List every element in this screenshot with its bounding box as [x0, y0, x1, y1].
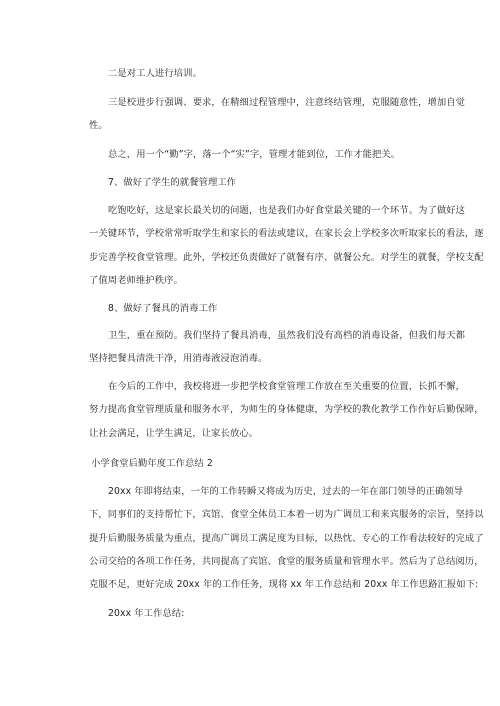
text-line: 步完善学校食堂管理。此外，学校还负责做好了就餐有序、就餐公允。对学生的就餐，学校支配 — [89, 251, 484, 263]
text-line: 三是校进步行强调、要求，在精细过程管理中，注意终结管理，克服随意性，增加自觉 — [108, 97, 466, 108]
text-line: 让社会满足，让学生满足，让家长放心。 — [89, 427, 259, 439]
paragraph — [89, 480, 484, 596]
text-line: 卫生，重在预防。我们坚持了餐具消毒，虽然我们没有高档的消毒设备，但我们每天都 — [108, 330, 466, 341]
text-line: 努力提高食堂管理质量和服务水平，为师生的身体健康，为学校的教化教学工作作好后勤保障， — [89, 404, 484, 416]
text-line: 了值周老师维护秩序。 — [89, 274, 183, 286]
text-line: 20xx 年工作总结: — [108, 608, 185, 619]
text-line: 吃饱吃好，这是家长最关切的问题，也是我们办好食堂最关键的一个环节。为了做好这 — [108, 205, 466, 216]
text-line: 下，同事们的支持帮忙下，宾馆、食堂全体员工本着一切为广调员工和来宾服务的宗旨，坚持以 — [89, 509, 484, 521]
text-line: 8、做好了餐具的消毒工作 — [108, 303, 218, 314]
text-line: 一关键环节，学校常常听取学生和家长的看法或建议，在家长会上学校多次听取家长的看法，逐 — [89, 228, 484, 240]
article-title — [89, 452, 431, 475]
paragraph — [89, 143, 448, 166]
text-line: 提升后勤服务质量为重点，提高广调员工满足度为目标，以热忱、专心的工作看法较好的完成了 — [89, 532, 484, 544]
text-line: 小学食堂后勤年度工作总结 2 — [91, 458, 213, 469]
paragraph — [89, 91, 466, 138]
text-line: 坚持把餐具清洗干净，用消毒液浸泡消毒。 — [89, 353, 268, 365]
paragraph — [89, 602, 448, 625]
text-line: 在今后的工作中，我校将进一步把学校食堂管理工作放在至关重要的位置，长抓不懈， — [108, 381, 466, 392]
paragraph — [89, 324, 466, 371]
text-line: 二是对工人进行培训。 — [108, 68, 202, 79]
paragraph — [89, 199, 484, 292]
section-heading — [89, 171, 448, 194]
text-line: 20xx 年即将结束，一年的工作转瞬又将成为历史，过去的一年在部门领导的正确领导 — [108, 486, 464, 497]
text-line: 克服不足，更好完成 20xx 年的工作任务，现将 xx 年工作总结和 20xx 年工作思路汇报如下: — [89, 579, 479, 591]
paragraph — [89, 62, 448, 85]
paragraph — [89, 375, 484, 445]
text-line: 总之，用一个“勤”字，落一个“实”字，管理才能到位，工作才能把关。 — [108, 149, 401, 160]
text-line: 性。 — [89, 120, 108, 132]
section-heading — [89, 297, 448, 320]
text-line: 7、做好了学生的就餐管理工作 — [108, 177, 237, 188]
text-line: 公司交给的各项工作任务，共同提高了宾馆、食堂的服务质量和管理水平。然后为了总结阅历， — [89, 555, 484, 567]
